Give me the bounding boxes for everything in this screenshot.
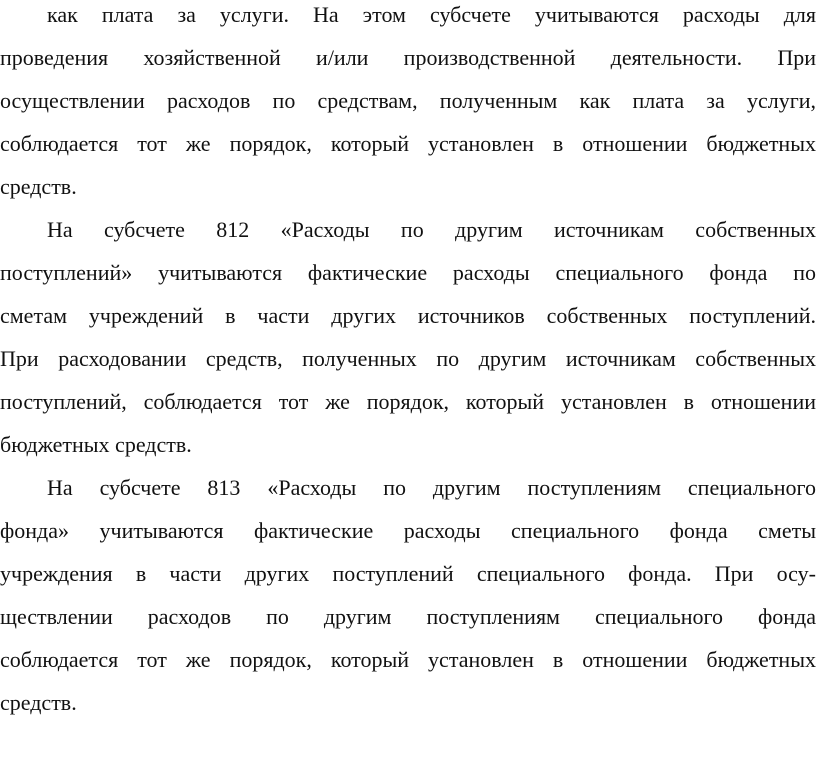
- text-line: бюджетных средств.: [0, 432, 192, 457]
- text-line: проведения хозяйственной и/или производственной деятельности. При: [0, 45, 816, 70]
- text-line: сметам учреждений в части других источников собственных поступлений.: [0, 303, 816, 328]
- text-line: На субсчете 812 «Расходы по другим источникам собственных: [47, 217, 816, 242]
- text-line: При расходовании средств, полученных по другим источникам собственных: [0, 346, 816, 371]
- text-line: соблюдается тот же порядок, который установлен в отношении бюджетных: [0, 647, 816, 672]
- text-line: учреждения в части других поступлений специального фонда. При осу-: [0, 561, 816, 586]
- text-line: как плата за услуги. На этом субсчете учитываются расходы для: [47, 2, 816, 27]
- text-line: средств.: [0, 690, 77, 715]
- text-line: На субсчете 813 «Расходы по другим поступлениям специального: [47, 475, 816, 500]
- text-line: ществлении расходов по другим поступлениям специального фонда: [0, 604, 816, 629]
- text-line: фонда» учитываются фактические расходы специального фонда сметы: [0, 518, 816, 543]
- text-line: поступлений, соблюдается тот же порядок, который установлен в отношении: [0, 389, 816, 414]
- text-line: средств.: [0, 174, 77, 199]
- text-line: поступлений» учитываются фактические расходы специального фонда по: [0, 260, 816, 285]
- text-line: соблюдается тот же порядок, который установлен в отношении бюджетных: [0, 131, 816, 156]
- text-line: осуществлении расходов по средствам, полученным как плата за услуги,: [0, 88, 816, 113]
